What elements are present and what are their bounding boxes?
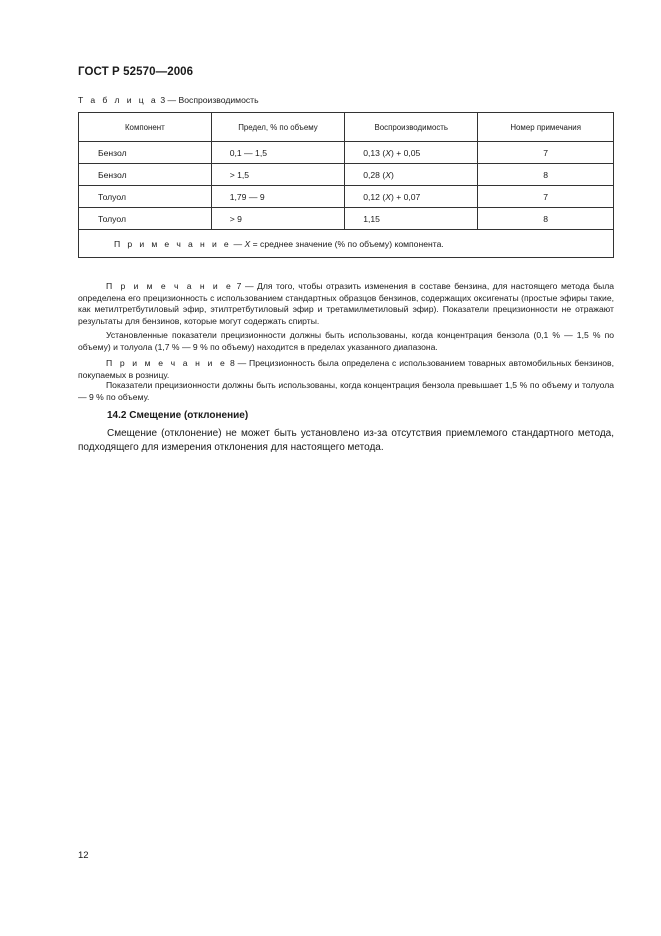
cell-limit: 1,79 — 9 bbox=[211, 186, 345, 208]
table-caption bbox=[78, 95, 259, 105]
cell-reproducibility bbox=[345, 142, 478, 164]
cell-limit: 0,1 — 1,5 bbox=[211, 142, 345, 164]
table-caption-title: 3 — Воспроизводимость bbox=[158, 95, 259, 105]
cell-component: Толуол bbox=[79, 208, 212, 230]
table-row bbox=[79, 186, 614, 208]
cell-component: Толуол bbox=[79, 186, 212, 208]
note-8 bbox=[78, 358, 614, 381]
document-header: ГОСТ Р 52570—2006 bbox=[78, 66, 194, 78]
table-header-row bbox=[79, 113, 614, 142]
table-footnote-row bbox=[79, 230, 614, 258]
table-row bbox=[79, 142, 614, 164]
paragraph-text: Установленные показатели прецизионности должны быть использованы, когда концентрация бензола (0,1 % — 1,5 % по объему) и толуола (1,7 % — 9 % по объему) находится в пределах указанного диапазона. bbox=[78, 330, 614, 352]
rep-variable: X bbox=[385, 169, 391, 180]
table-footnote bbox=[79, 230, 614, 258]
rep-part: 0,13 ( bbox=[363, 147, 386, 158]
column-header-note-number: Номер примечания bbox=[478, 113, 614, 142]
paragraph-precision-above bbox=[78, 380, 614, 403]
footnote-text: = среднее значение (% по объему) компонента. bbox=[250, 238, 444, 249]
cell-component: Бензол bbox=[79, 142, 212, 164]
paragraph-text: Показатели прецизионности должны быть использованы, когда концентрация бензола превышает 1,5 % по объему и толуола — 9 % по объему. bbox=[78, 380, 614, 402]
table-row bbox=[79, 208, 614, 230]
section-paragraph: Смещение (отклонение) не может быть установлено из-за отсутствия приемлемого стандартного метода, подходящего для измерения отклонения для настоящего метода. bbox=[78, 428, 614, 453]
page-number: 12 bbox=[78, 850, 89, 861]
column-header-limit: Предел, % по объему bbox=[211, 113, 345, 142]
rep-part: ) bbox=[390, 169, 394, 180]
cell-note-number: 7 bbox=[478, 186, 614, 208]
note-8-prefix: П р и м е ч а н и е bbox=[106, 358, 228, 368]
section-heading: 14.2 Смещение (отклонение) bbox=[107, 410, 249, 421]
cell-limit: > 1,5 bbox=[211, 164, 345, 186]
cell-reproducibility bbox=[345, 164, 478, 186]
cell-note-number: 7 bbox=[478, 142, 614, 164]
rep-variable: X bbox=[385, 147, 391, 158]
rep-part: 1,15 bbox=[363, 213, 380, 224]
table-caption-prefix: Т а б л и ц а bbox=[78, 95, 158, 105]
rep-part: ) + 0,05 bbox=[390, 147, 421, 158]
column-header-component: Компонент bbox=[79, 113, 212, 142]
footnote-dash: — bbox=[231, 238, 245, 249]
rep-part: ) + 0,07 bbox=[390, 191, 421, 202]
cell-component: Бензол bbox=[79, 164, 212, 186]
cell-reproducibility bbox=[345, 208, 478, 230]
footnote-prefix: П р и м е ч а н и е bbox=[114, 238, 232, 249]
cell-note-number: 8 bbox=[478, 208, 614, 230]
rep-variable: X bbox=[385, 191, 391, 202]
rep-part: 0,12 ( bbox=[363, 191, 386, 202]
cell-limit: > 9 bbox=[211, 208, 345, 230]
section-body bbox=[78, 427, 614, 454]
note-7 bbox=[78, 281, 614, 327]
paragraph-precision-range bbox=[78, 330, 614, 353]
table-row bbox=[79, 164, 614, 186]
cell-reproducibility bbox=[345, 186, 478, 208]
rep-part: 0,28 ( bbox=[363, 169, 386, 180]
note-7-text: 7 — Для того, чтобы отразить изменения в составе бензина, для настоящего метода была определена его прецизионность с использованием стандартных образцов бензинов, содержащих оксигенаты (простые эфиры такие, как метилтретбутиловый эфир, этилтретбутиловый эфир и третамилметиловый эфир). Показатели прецизионности не отражают результаты для бензинов, которые могут содержать спирты. bbox=[78, 281, 614, 326]
note-8-text: 8 — Прецизионность была определена с использованием товарных автомобильных бензинов, покупаемых в розницу. bbox=[78, 358, 614, 380]
cell-note-number: 8 bbox=[478, 164, 614, 186]
reproducibility-table bbox=[78, 112, 614, 258]
footnote-variable: X bbox=[244, 238, 251, 249]
column-header-reproducibility: Воспроизводимость bbox=[345, 113, 478, 142]
note-7-prefix: П р и м е ч а н и е bbox=[106, 281, 234, 291]
